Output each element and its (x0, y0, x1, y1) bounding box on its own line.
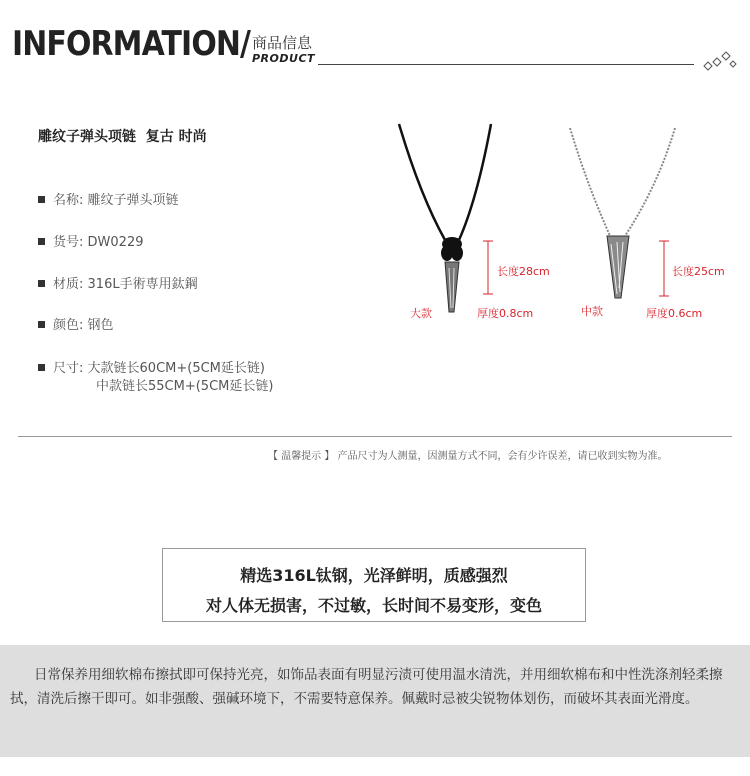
section-title-cn: 商品信息 (252, 34, 313, 52)
large-thickness-label: 厚度0.8cm (477, 307, 534, 320)
bullet-icon (38, 364, 45, 371)
product-heading: 雕纹子弹头项链 复古 时尚 (38, 129, 207, 145)
spec-value: 雕纹子弹头项链 (87, 193, 179, 208)
bullet-icon (38, 321, 45, 328)
spec-size (38, 357, 265, 376)
product-images (385, 118, 750, 333)
header-rule (318, 64, 694, 65)
spec-name (38, 189, 179, 208)
large-necklace-image (399, 124, 491, 312)
spec-label: 颜色: (53, 318, 84, 333)
necklaces-illustration (385, 118, 750, 333)
spec-color (38, 314, 114, 333)
page-title: INFORMATION/ (12, 24, 251, 64)
bullet-icon (38, 280, 45, 287)
spec-material (38, 273, 198, 292)
medium-length-label: 长度25cm (672, 265, 725, 278)
spec-value: 钢色 (87, 318, 114, 333)
spec-size-medium: 中款链长55CM+(5CM延长链) (96, 379, 274, 394)
feature-box (162, 548, 586, 622)
large-name-label: 大款 (410, 307, 432, 320)
spec-value: 316L手術専用鈦鋼 (87, 277, 198, 292)
section-divider (18, 436, 732, 437)
feature-line-2: 对人体无损害，不过敏，长时间不易变形，变色 (205, 596, 542, 615)
bullet-icon (38, 196, 45, 203)
measurement-notice: 【 温馨提示 】 产品尺寸为人测量，因测量方式不同，会有少许误差，请已收到实物为准。 (268, 451, 668, 462)
care-instructions: 日常保养用细软棉布擦拭即可保持光亮，如饰品表面有明显污渍可使用温水清洗，并用细软棉布和中性洗涤剂轻柔擦拭，清洗后擦干即可。如非强酸、强碱环境下，不需要特意保养。佩戴时忌被尖锐物体划伤，而破坏其表面光滑度。 (10, 667, 723, 707)
diamond-ornament-icon (700, 44, 740, 74)
spec-label: 材质: (53, 277, 84, 292)
spec-value: 大款链长60CM+(5CM延长链) (87, 361, 265, 376)
spec-label: 名称: (53, 193, 84, 208)
medium-necklace-image (570, 128, 675, 298)
section-subtitle-en: PRODUCT (252, 52, 316, 65)
medium-thickness-label: 厚度0.6cm (646, 307, 703, 320)
feature-line-1: 精选316L钛钢，光泽鲜明，质感强烈 (240, 566, 508, 585)
spec-label: 货号: (53, 235, 84, 250)
care-instructions-band (0, 645, 750, 757)
bullet-icon (38, 238, 45, 245)
spec-value: DW0229 (87, 235, 144, 250)
spec-label: 尺寸: (53, 361, 84, 376)
spec-sku (38, 231, 143, 250)
medium-name-label: 中款 (581, 305, 603, 318)
large-length-label: 长度28cm (497, 265, 550, 278)
